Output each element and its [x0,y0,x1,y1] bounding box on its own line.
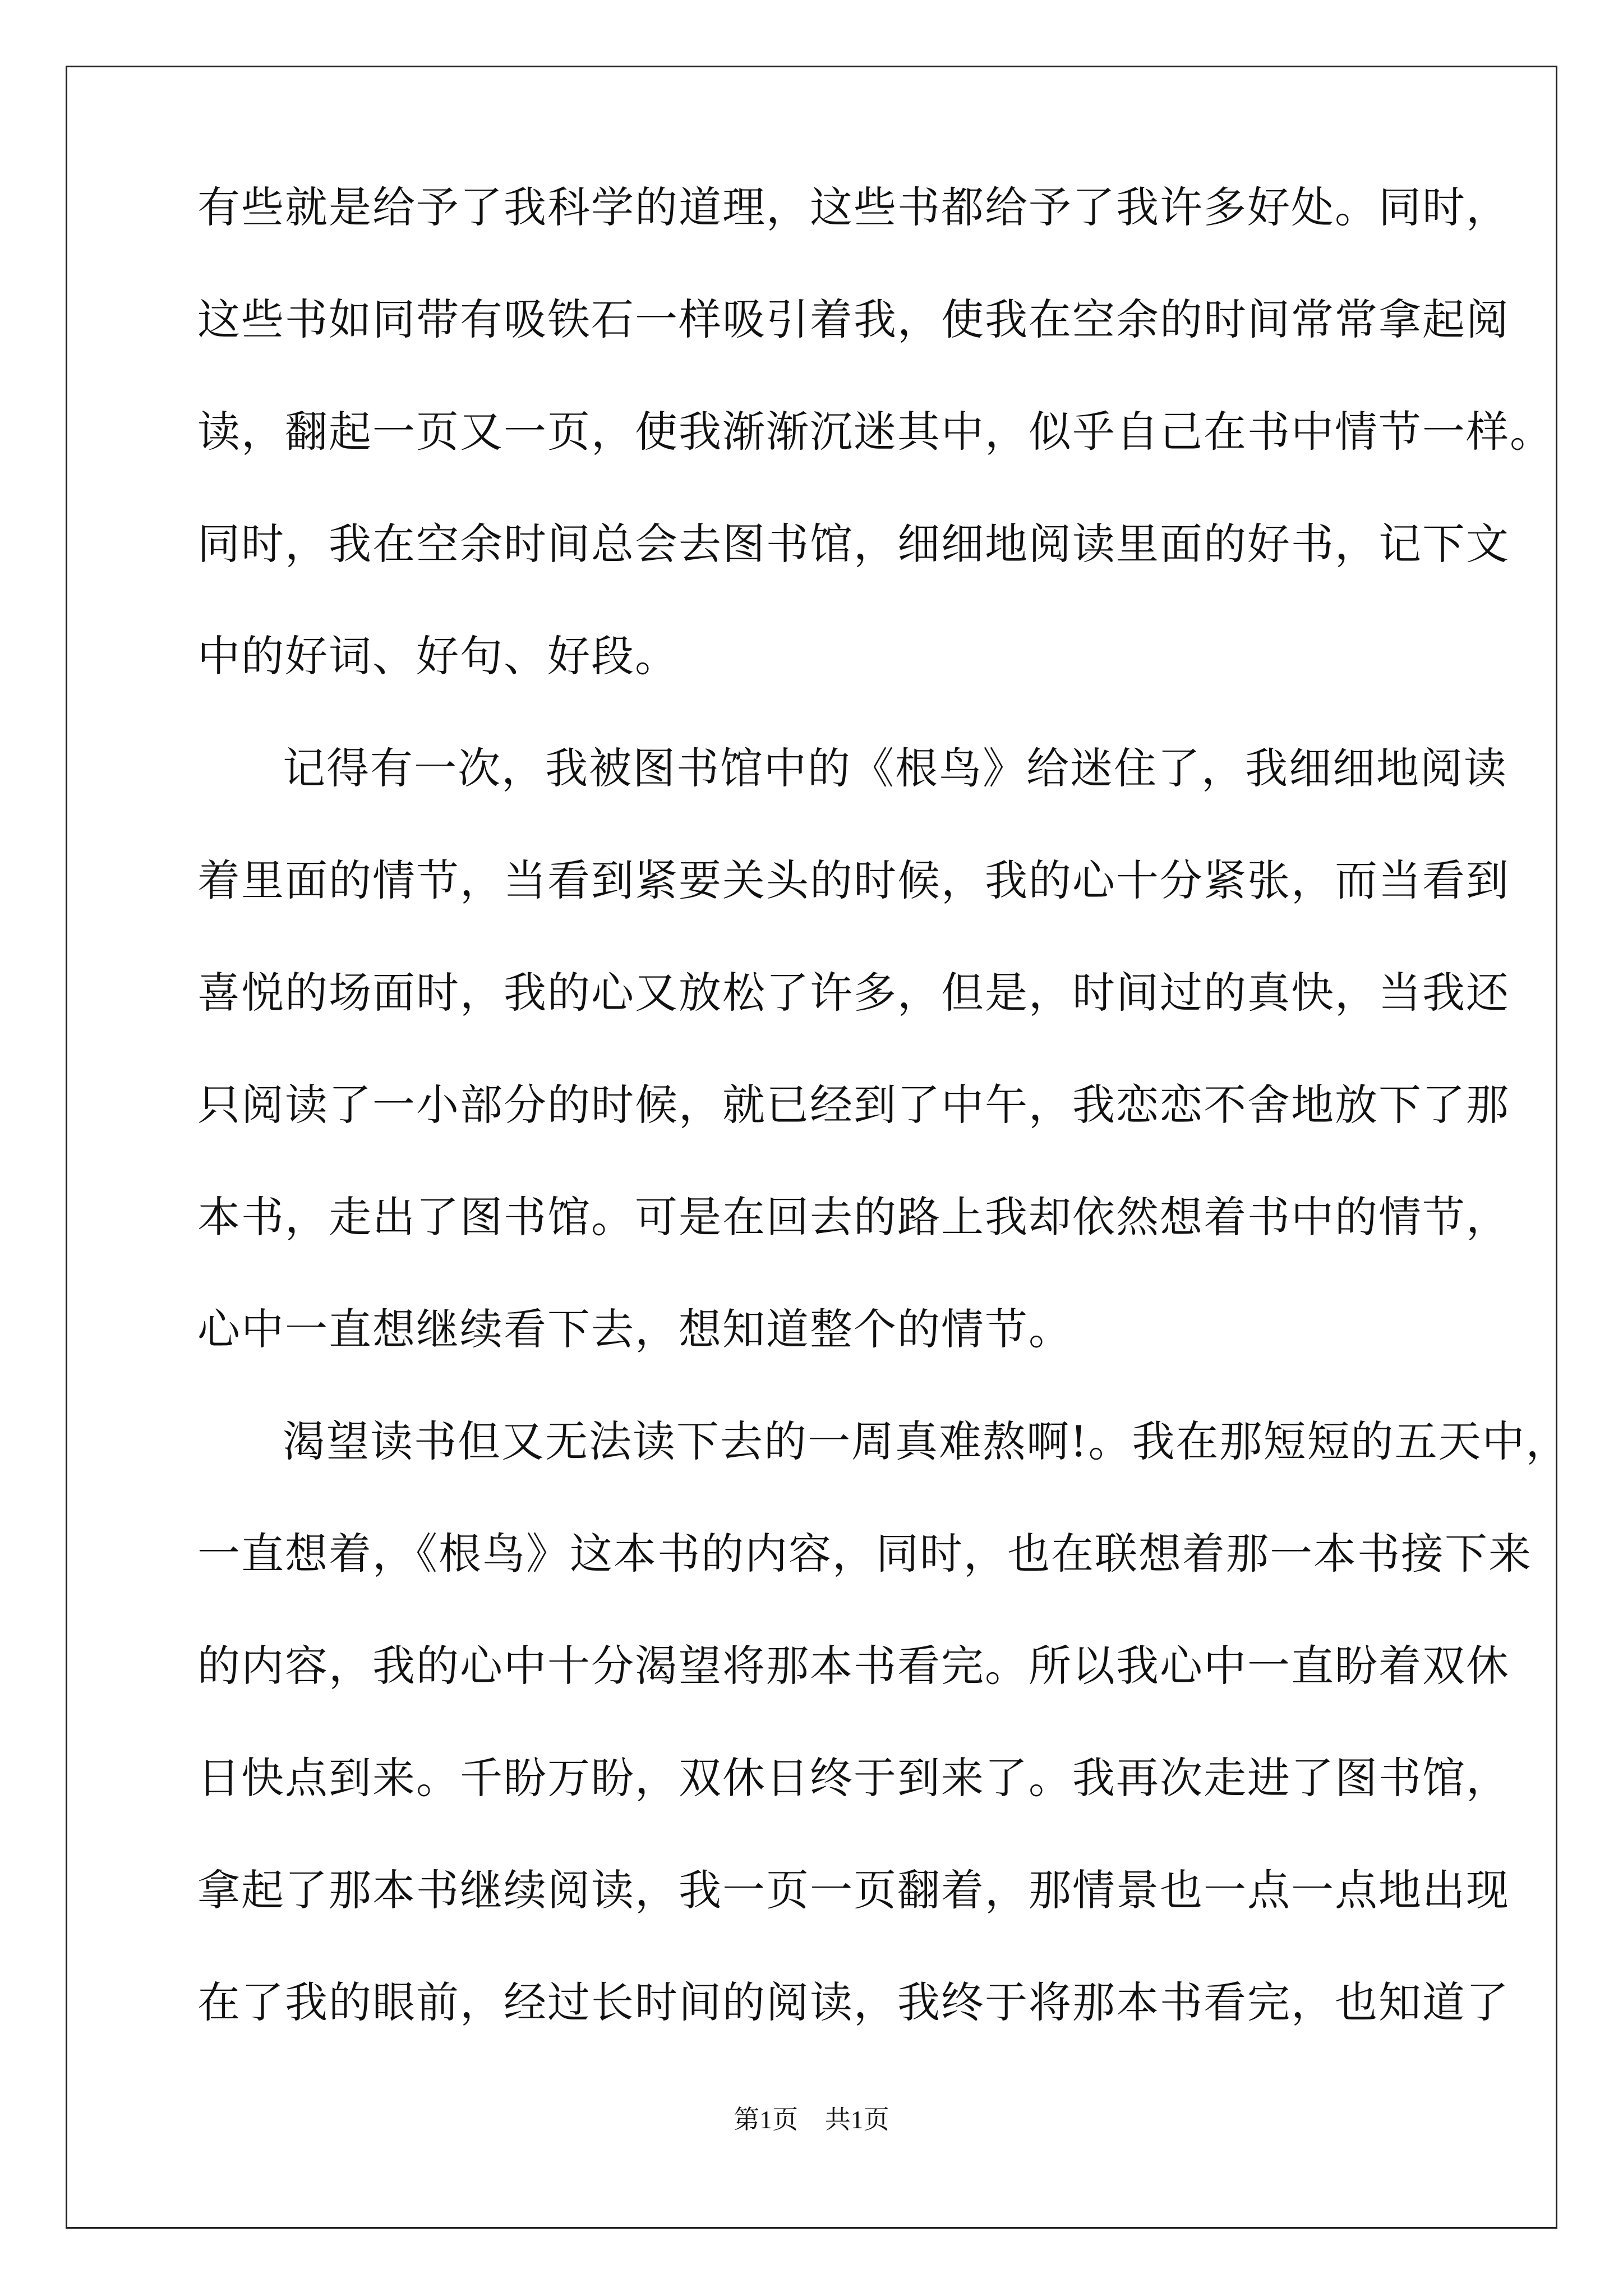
text-line: 本书，走出了图书馆。可是在回去的路上我却依然想着书中的情节， [197,1192,1510,1242]
page-number: 第1页 [734,2105,799,2134]
text-line: 中的好词、好句、好段。 [197,631,679,681]
text-line: 拿起了那本书继续阅读，我一页一页翻着，那情景也一点一点地出现 [197,1865,1510,1915]
text-line: 这些书如同带有吸铁石一样吸引着我，使我在空余的时间常常拿起阅 [197,295,1510,344]
text-line: 只阅读了一小部分的时候，就已经到了中午，我恋恋不舍地放下了那 [197,1080,1510,1130]
text-line: 在了我的眼前，经过长时间的阅读，我终于将那本书看完，也知道了 [197,1977,1510,2027]
text-line: 渴望读书但又无法读下去的一周真难熬啊!。我在那短短的五天中， [283,1416,1570,1466]
text-line: 记得有一次，我被图书馆中的《根鸟》给迷住了，我细细地阅读 [283,743,1507,793]
text-line: 的内容，我的心中十分渴望将那本书看完。所以我心中一直盼着双休 [197,1641,1510,1691]
text-line: 心中一直想继续看下去，想知道整个的情节。 [197,1304,1072,1354]
text-line: 一直想着，《根鸟》这本书的内容，同时，也在联想着那一本书接下来 [197,1529,1532,1579]
text-line: 读，翻起一页又一页，使我渐渐沉迷其中，似乎自己在书中情节一样。 [197,407,1553,457]
text-line: 着里面的情节，当看到紧要关头的时候，我的心十分紧张，而当看到 [197,855,1510,905]
page-footer [0,2099,1623,2136]
text-line: 日快点到来。千盼万盼，双休日终于到来了。我再次走进了图书馆， [197,1753,1510,1803]
text-line: 有些就是给予了我科学的道理，这些书都给予了我许多好处。同时， [197,182,1510,232]
text-line: 喜悦的场面时，我的心又放松了许多，但是，时间过的真快，当我还 [197,968,1510,1018]
page-total: 共1页 [824,2105,889,2134]
text-line: 同时，我在空余时间总会去图书馆，细细地阅读里面的好书，记下文 [197,519,1510,569]
